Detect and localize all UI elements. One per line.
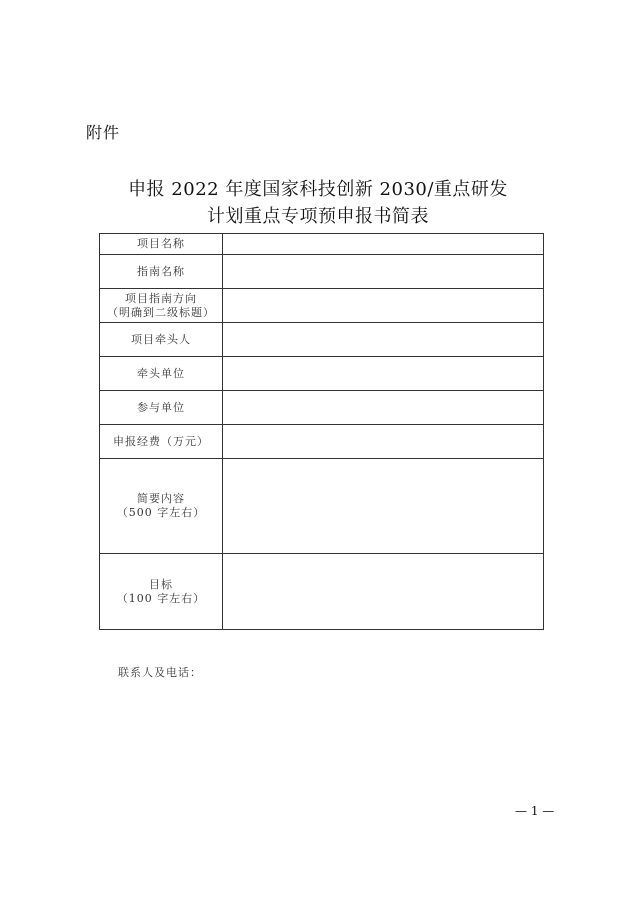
label-brief-content — [100, 459, 223, 554]
field-guide-name[interactable] — [223, 255, 544, 289]
field-project-leader[interactable] — [223, 323, 544, 357]
field-participating-units[interactable] — [223, 391, 544, 425]
table-row-participating-units — [100, 391, 544, 425]
application-form-table — [99, 233, 544, 630]
label-project-name — [100, 234, 223, 255]
label-note: （500 字左右） — [116, 506, 206, 519]
label-guide-name — [100, 255, 223, 289]
table-row-project-leader — [100, 323, 544, 357]
label-text: 指南名称 — [137, 264, 185, 278]
label-text: 简要内容 — [137, 492, 185, 505]
field-objectives[interactable] — [223, 554, 544, 630]
title-line-1: 申报 2022 年度国家科技创新 2030/重点研发 — [128, 179, 508, 200]
label-funding — [100, 425, 223, 459]
table-row-funding — [100, 425, 544, 459]
label-objectives — [100, 554, 223, 630]
field-funding[interactable] — [223, 425, 544, 459]
table-row-guide-name — [100, 255, 544, 289]
label-text: 牵头单位 — [137, 366, 185, 380]
label-text: 项目牵头人 — [131, 332, 191, 346]
field-lead-unit[interactable] — [223, 357, 544, 391]
label-lead-unit — [100, 357, 223, 391]
table-row-brief-content — [100, 459, 544, 554]
label-note: （明确到二级标题） — [107, 305, 215, 319]
table-row-project-name — [100, 234, 544, 255]
label-text: 目标 — [149, 577, 173, 591]
table-row-objectives — [100, 554, 544, 630]
label-text: 申报经费（万元） — [113, 434, 209, 448]
label-text: 项目指南方向 — [125, 291, 197, 305]
table-row-lead-unit — [100, 357, 544, 391]
table-row-guide-direction — [100, 289, 544, 323]
document-title — [0, 176, 636, 230]
label-participating-units — [100, 391, 223, 425]
title-line-2: 计划重点专项预申报书简表 — [207, 206, 429, 227]
attachment-label: 附件 — [86, 123, 121, 142]
label-note: （100 字左右） — [116, 591, 206, 605]
label-guide-direction — [100, 289, 223, 323]
label-project-leader — [100, 323, 223, 357]
contact-label: 联系人及电话： — [118, 666, 202, 679]
field-project-name[interactable] — [223, 234, 544, 255]
label-text: 参与单位 — [137, 400, 185, 414]
field-guide-direction[interactable] — [223, 289, 544, 323]
label-text: 项目名称 — [137, 237, 185, 250]
field-brief-content[interactable] — [223, 459, 544, 554]
page-number: — 1 — — [515, 804, 555, 818]
